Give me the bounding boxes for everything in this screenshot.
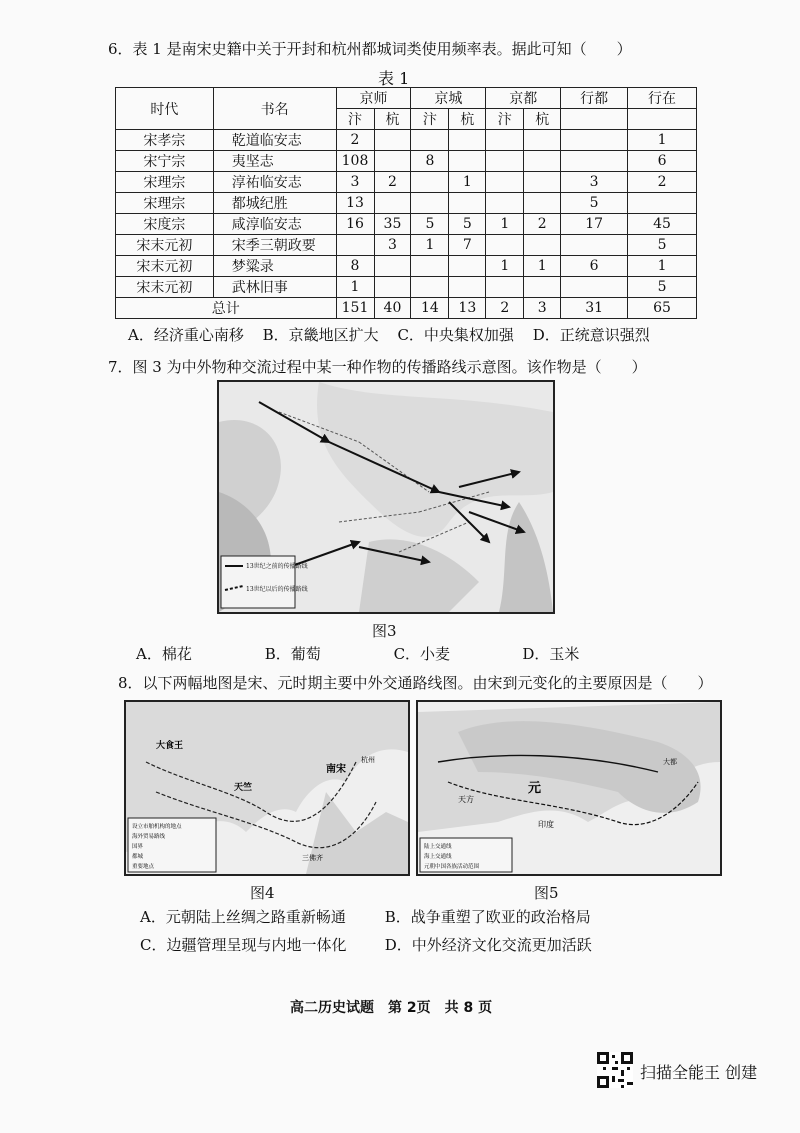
- count-cell: 35: [374, 214, 411, 235]
- question-7-options: [136, 643, 646, 664]
- header-xingdu: 行都: [561, 88, 628, 109]
- legend-item: 海外贸易路线: [132, 834, 166, 840]
- count-cell: 2: [336, 130, 374, 151]
- count-cell: 6: [628, 151, 697, 172]
- table-body: [116, 130, 697, 298]
- map-figure-4: [124, 700, 410, 876]
- legend-item: 国界: [132, 844, 144, 850]
- book-cell: 夷坚志: [213, 151, 336, 172]
- label-dashi: 大食王: [156, 741, 184, 751]
- table-row: [116, 214, 697, 235]
- era-cell: 宋末元初: [116, 235, 214, 256]
- count-cell: [524, 172, 561, 193]
- header-jingcheng: 京城: [411, 88, 486, 109]
- map-figure-5: [416, 700, 722, 876]
- count-cell: 8: [411, 151, 449, 172]
- count-cell: 1: [411, 235, 449, 256]
- era-cell: 宋度宗: [116, 214, 214, 235]
- count-cell: 1: [524, 256, 561, 277]
- count-cell: 13: [336, 193, 374, 214]
- table-header-row: [116, 88, 697, 109]
- option-c[interactable]: C．中央集权加强: [397, 326, 514, 344]
- label-yindu: 印度: [538, 820, 554, 829]
- map-figure-3: [217, 380, 555, 614]
- legend-item: 设立市舶机构的地点: [132, 824, 182, 830]
- subheader-bian: 汴: [411, 109, 449, 130]
- subheader-hang: 杭: [374, 109, 411, 130]
- question-6-options: [128, 324, 664, 345]
- count-cell: 17: [561, 214, 628, 235]
- count-cell: [486, 235, 524, 256]
- label-nansong: 南宋: [326, 764, 346, 775]
- count-cell: [411, 172, 449, 193]
- count-cell: 5: [628, 277, 697, 298]
- table-1-caption: 表 1: [378, 69, 410, 88]
- count-cell: 5: [449, 214, 486, 235]
- total-cell: 31: [561, 298, 628, 319]
- count-cell: [374, 130, 411, 151]
- legend-item: 陆上交通线: [424, 844, 452, 850]
- label-sanfoqi: 三佛齐: [302, 854, 323, 862]
- count-cell: 1: [486, 214, 524, 235]
- count-cell: 7: [449, 235, 486, 256]
- count-cell: [524, 151, 561, 172]
- count-cell: [486, 130, 524, 151]
- question-8-options-row1: [140, 906, 625, 927]
- qr-code-icon: [597, 1052, 633, 1088]
- count-cell: 3: [561, 172, 628, 193]
- book-cell: 武林旧事: [213, 277, 336, 298]
- count-cell: [411, 130, 449, 151]
- legend-label-after: 13世纪以后的传播路线: [246, 586, 308, 593]
- question-8-options-row2: [140, 934, 625, 955]
- era-cell: 宋理宗: [116, 193, 214, 214]
- book-cell: 乾道临安志: [213, 130, 336, 151]
- count-cell: [628, 193, 697, 214]
- count-cell: [561, 151, 628, 172]
- count-cell: 2: [628, 172, 697, 193]
- table-total-row: [116, 298, 697, 319]
- book-cell: 梦粱录: [213, 256, 336, 277]
- option-c[interactable]: C．小麦: [393, 645, 451, 663]
- count-cell: 8: [336, 256, 374, 277]
- book-cell: 都城纪胜: [213, 193, 336, 214]
- count-cell: 45: [628, 214, 697, 235]
- count-cell: 108: [336, 151, 374, 172]
- book-cell: 咸淳临安志: [213, 214, 336, 235]
- option-b[interactable]: B．京畿地区扩大: [262, 326, 379, 344]
- total-cell: 13: [449, 298, 486, 319]
- era-cell: 宋理宗: [116, 172, 214, 193]
- count-cell: [374, 193, 411, 214]
- table-row: [116, 256, 697, 277]
- count-cell: [449, 277, 486, 298]
- scanner-brand-label: 扫描全能王 创建: [640, 1063, 758, 1082]
- route-arrow: [449, 502, 489, 542]
- total-cell: 65: [628, 298, 697, 319]
- sea-region: [499, 502, 553, 612]
- count-cell: [561, 277, 628, 298]
- header-era: 时代: [116, 88, 214, 130]
- total-cell: 151: [336, 298, 374, 319]
- figure-4-caption: 图4: [250, 884, 275, 902]
- frequency-table: [115, 87, 697, 319]
- label-dadu: 大都: [663, 758, 677, 766]
- count-cell: 16: [336, 214, 374, 235]
- label-yuan: 元: [528, 781, 542, 796]
- option-a[interactable]: A．棉花: [136, 645, 192, 663]
- song-trade-map: [126, 702, 408, 874]
- book-cell: 宋季三朝政要: [213, 235, 336, 256]
- count-cell: [374, 151, 411, 172]
- figure-3-caption: 图3: [372, 622, 397, 640]
- legend-label-before: 13世纪之前的传播路线: [246, 563, 308, 570]
- count-cell: [374, 277, 411, 298]
- count-cell: [561, 130, 628, 151]
- count-cell: 1: [628, 130, 697, 151]
- subheader-bian: 汴: [486, 109, 524, 130]
- count-cell: 1: [336, 277, 374, 298]
- option-d[interactable]: D．中外经济文化交流更加活跃: [384, 936, 592, 954]
- count-cell: 2: [524, 214, 561, 235]
- total-cell: 2: [486, 298, 524, 319]
- header-jingshi: 京师: [336, 88, 411, 109]
- count-cell: [449, 256, 486, 277]
- label-tianzhu: 天竺: [234, 783, 253, 793]
- total-label: 总计: [116, 298, 337, 319]
- count-cell: 1: [449, 172, 486, 193]
- count-cell: [374, 256, 411, 277]
- legend-item: 海上交通线: [424, 854, 452, 860]
- count-cell: [524, 277, 561, 298]
- count-cell: [524, 235, 561, 256]
- legend-item: 都城: [132, 854, 144, 860]
- option-c[interactable]: C．边疆管理呈现与内地一体化: [140, 936, 347, 954]
- count-cell: [411, 277, 449, 298]
- figure-5-caption: 图5: [534, 884, 559, 902]
- option-d[interactable]: D．正统意识强烈: [532, 326, 650, 344]
- subheader-hang: 杭: [524, 109, 561, 130]
- table-row: [116, 193, 697, 214]
- option-b[interactable]: B．战争重塑了欧亚的政治格局: [384, 908, 591, 926]
- table-row: [116, 130, 697, 151]
- question-8-stem: 8．以下两幅地图是宋、元时期主要中外交通路线图。由宋到元变化的主要原因是（ ）: [118, 674, 713, 692]
- subheader-hang: 杭: [449, 109, 486, 130]
- label-tianfang: 天方: [458, 795, 474, 804]
- book-cell: 淳祐临安志: [213, 172, 336, 193]
- count-cell: [411, 193, 449, 214]
- total-cell: 14: [411, 298, 449, 319]
- option-b[interactable]: B．葡萄: [264, 645, 321, 663]
- count-cell: [486, 151, 524, 172]
- question-7-stem: 7．图 3 为中外物种交流过程中某一种作物的传播路线示意图。该作物是（ ）: [108, 358, 647, 376]
- subheader-empty: [628, 109, 697, 130]
- subheader-bian: 汴: [336, 109, 374, 130]
- count-cell: 3: [374, 235, 411, 256]
- option-a[interactable]: A．经济重心南移: [128, 326, 244, 344]
- page-footer: 高二历史试题 第 2页 共 8 页: [290, 1000, 493, 1016]
- legend-item: 重要地点: [132, 864, 155, 870]
- era-cell: 宋孝宗: [116, 130, 214, 151]
- total-cell: 3: [524, 298, 561, 319]
- header-book: 书名: [213, 88, 336, 130]
- count-cell: [486, 277, 524, 298]
- total-cell: 40: [374, 298, 411, 319]
- count-cell: 2: [374, 172, 411, 193]
- legend-item: 元朝中国各族活动范围: [424, 864, 480, 870]
- count-cell: [524, 130, 561, 151]
- count-cell: 5: [628, 235, 697, 256]
- count-cell: 3: [336, 172, 374, 193]
- table-row: [116, 277, 697, 298]
- count-cell: 6: [561, 256, 628, 277]
- count-cell: [486, 193, 524, 214]
- count-cell: [486, 172, 524, 193]
- table-row: [116, 235, 697, 256]
- table-row: [116, 172, 697, 193]
- table-row: [116, 151, 697, 172]
- count-cell: 5: [411, 214, 449, 235]
- era-cell: 宋末元初: [116, 277, 214, 298]
- count-cell: [411, 256, 449, 277]
- crop-spread-map: [219, 382, 553, 612]
- subheader-empty: [561, 109, 628, 130]
- label-hangzhou: 杭州: [361, 756, 375, 764]
- count-cell: [449, 193, 486, 214]
- question-6-stem: 6．表 1 是南宋史籍中关于开封和杭州都城词类使用频率表。据此可知（ ）: [108, 40, 632, 58]
- count-cell: 1: [486, 256, 524, 277]
- count-cell: [524, 193, 561, 214]
- count-cell: [336, 235, 374, 256]
- header-jingdu: 京都: [486, 88, 561, 109]
- era-cell: 宋末元初: [116, 256, 214, 277]
- yuan-route-map: [418, 702, 720, 874]
- option-a[interactable]: A．元朝陆上丝绸之路重新畅通: [140, 908, 346, 926]
- header-xingzai: 行在: [628, 88, 697, 109]
- count-cell: [449, 151, 486, 172]
- count-cell: [449, 130, 486, 151]
- option-d[interactable]: D．玉米: [522, 645, 580, 663]
- era-cell: 宋宁宗: [116, 151, 214, 172]
- count-cell: 1: [628, 256, 697, 277]
- count-cell: 5: [561, 193, 628, 214]
- count-cell: [561, 235, 628, 256]
